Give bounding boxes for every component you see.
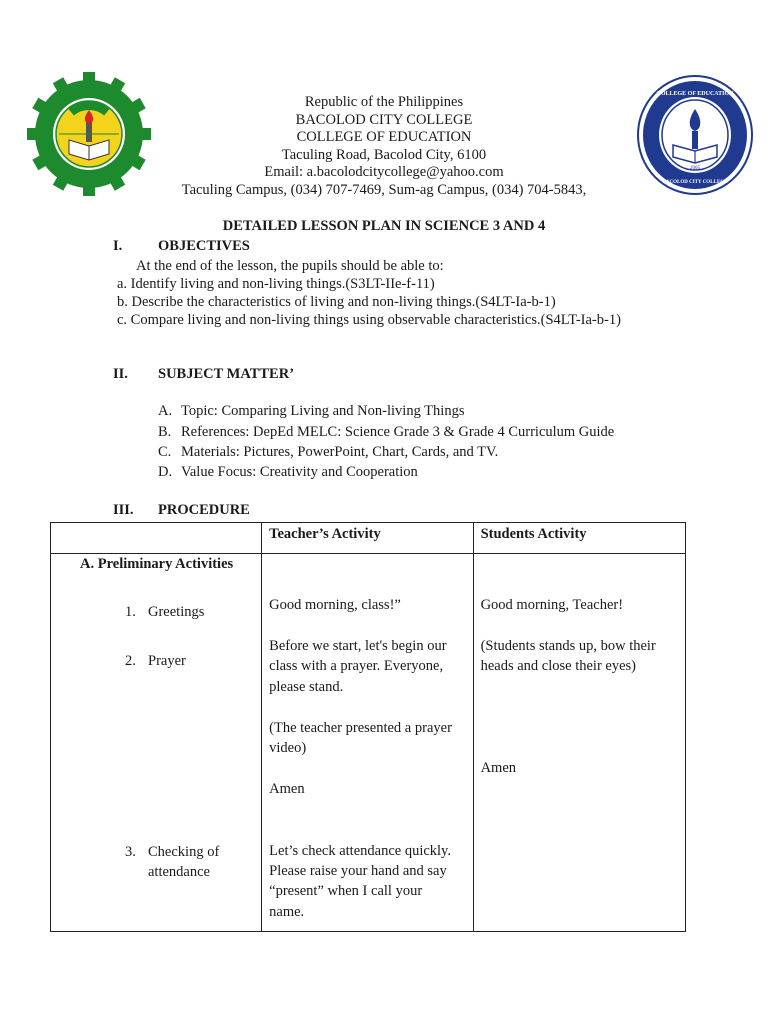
teacher-prayer-line: Before we start, let's begin our	[269, 638, 447, 654]
table-header-row	[51, 523, 686, 554]
teacher-video-line: video)	[269, 740, 307, 756]
activity-number: 3.	[125, 844, 136, 860]
subject-item-letter: D.	[158, 464, 173, 480]
subject-item-references: References: DepEd MELC: Science Grade 3 & Grade 4 Curriculum Guide	[181, 424, 615, 440]
activity-greetings: Greetings	[148, 604, 205, 620]
svg-text:COLLEGE OF EDUCATION: COLLEGE OF EDUCATION	[656, 91, 734, 97]
students-activity-header: Students Activity	[480, 526, 587, 542]
header-phones: Taculing Campus, (034) 707-7469, Sum-ag Campus, (034) 704-5843,	[181, 182, 587, 198]
teacher-amen: Amen	[269, 781, 305, 797]
teacher-attendance-line: name.	[269, 904, 305, 920]
subject-item-letter: A.	[158, 403, 173, 419]
objective-item: a. Identify living and non-living things.(S3LT-IIe-f-11)	[117, 276, 435, 292]
students-activity-cell	[473, 554, 685, 932]
students-amen: Amen	[480, 760, 517, 776]
objective-item: c. Compare living and non-living things using observable characteristics.(S4LT-Ia-b-1)	[117, 312, 621, 328]
teacher-attendance-line: “present” when I call your	[269, 883, 423, 899]
procedure-heading: PROCEDURE	[158, 502, 250, 518]
table-header-teacher	[262, 523, 473, 554]
subject-item-topic: Topic: Comparing Living and Non-living Things	[181, 403, 465, 419]
svg-text:2005: 2005	[690, 166, 700, 171]
objectives-intro: At the end of the lesson, the pupils should be able to:	[136, 258, 444, 274]
preliminary-activities-heading: A. Preliminary Activities	[80, 556, 234, 572]
subject-matter-number: II.	[113, 366, 128, 382]
subject-item-letter: C.	[158, 444, 172, 460]
teacher-prayer-line: please stand.	[269, 679, 344, 695]
subject-matter-heading: SUBJECT MATTER’	[158, 366, 295, 382]
subject-item-value-focus: Value Focus: Creativity and Cooperation	[181, 464, 418, 480]
header-address: Taculing Road, Bacolod City, 6100	[281, 147, 487, 163]
svg-text:BACOLOD CITY COLLEGE: BACOLOD CITY COLLEGE	[662, 180, 728, 185]
table-header-students	[473, 523, 685, 554]
teacher-greeting: Good morning, class!”	[269, 597, 401, 613]
header-email: Email: a.bacolodcitycollege@yahoo.com	[264, 164, 504, 180]
objective-item: b. Describe the characteristics of living and non-living things.(S4LT-Ia-b-1)	[117, 294, 556, 310]
students-prayer-line: (Students stands up, bow their	[480, 638, 656, 654]
objectives-number: I.	[113, 238, 123, 254]
teacher-activity-cell	[262, 554, 473, 932]
teacher-prayer-line: class with a prayer. Everyone,	[269, 658, 444, 674]
activity-checking-attendance: Checking of	[148, 844, 220, 860]
subject-item-materials: Materials: Pictures, PowerPoint, Chart, Cards, and TV.	[181, 444, 499, 460]
document-title: DETAILED LESSON PLAN IN SCIENCE 3 AND 4	[222, 218, 546, 234]
activity-number: 2.	[125, 653, 136, 669]
procedure-table	[50, 522, 686, 932]
teacher-attendance-line: Please raise your hand and say	[269, 863, 447, 879]
header-college: BACOLOD CITY COLLEGE	[295, 112, 473, 128]
activity-checking-attendance-line2: attendance	[148, 864, 210, 880]
activity-prayer: Prayer	[148, 653, 186, 669]
activity-number: 1.	[125, 604, 136, 620]
procedure-number: III.	[113, 502, 134, 518]
table-row	[51, 554, 686, 932]
header-department: COLLEGE OF EDUCATION	[296, 129, 472, 145]
teacher-video-line: (The teacher presented a prayer	[269, 720, 452, 736]
table-header-empty	[51, 523, 262, 554]
header-country: Republic of the Philippines	[304, 94, 464, 110]
teacher-attendance-line: Let’s check attendance quickly.	[269, 843, 451, 859]
students-greeting: Good morning, Teacher!	[480, 597, 624, 613]
objectives-heading: OBJECTIVES	[158, 238, 250, 254]
students-prayer-line: heads and close their eyes)	[480, 658, 636, 674]
teacher-activity-header: Teacher’s Activity	[269, 526, 381, 542]
activities-cell	[51, 554, 262, 932]
subject-item-letter: B.	[158, 424, 172, 440]
